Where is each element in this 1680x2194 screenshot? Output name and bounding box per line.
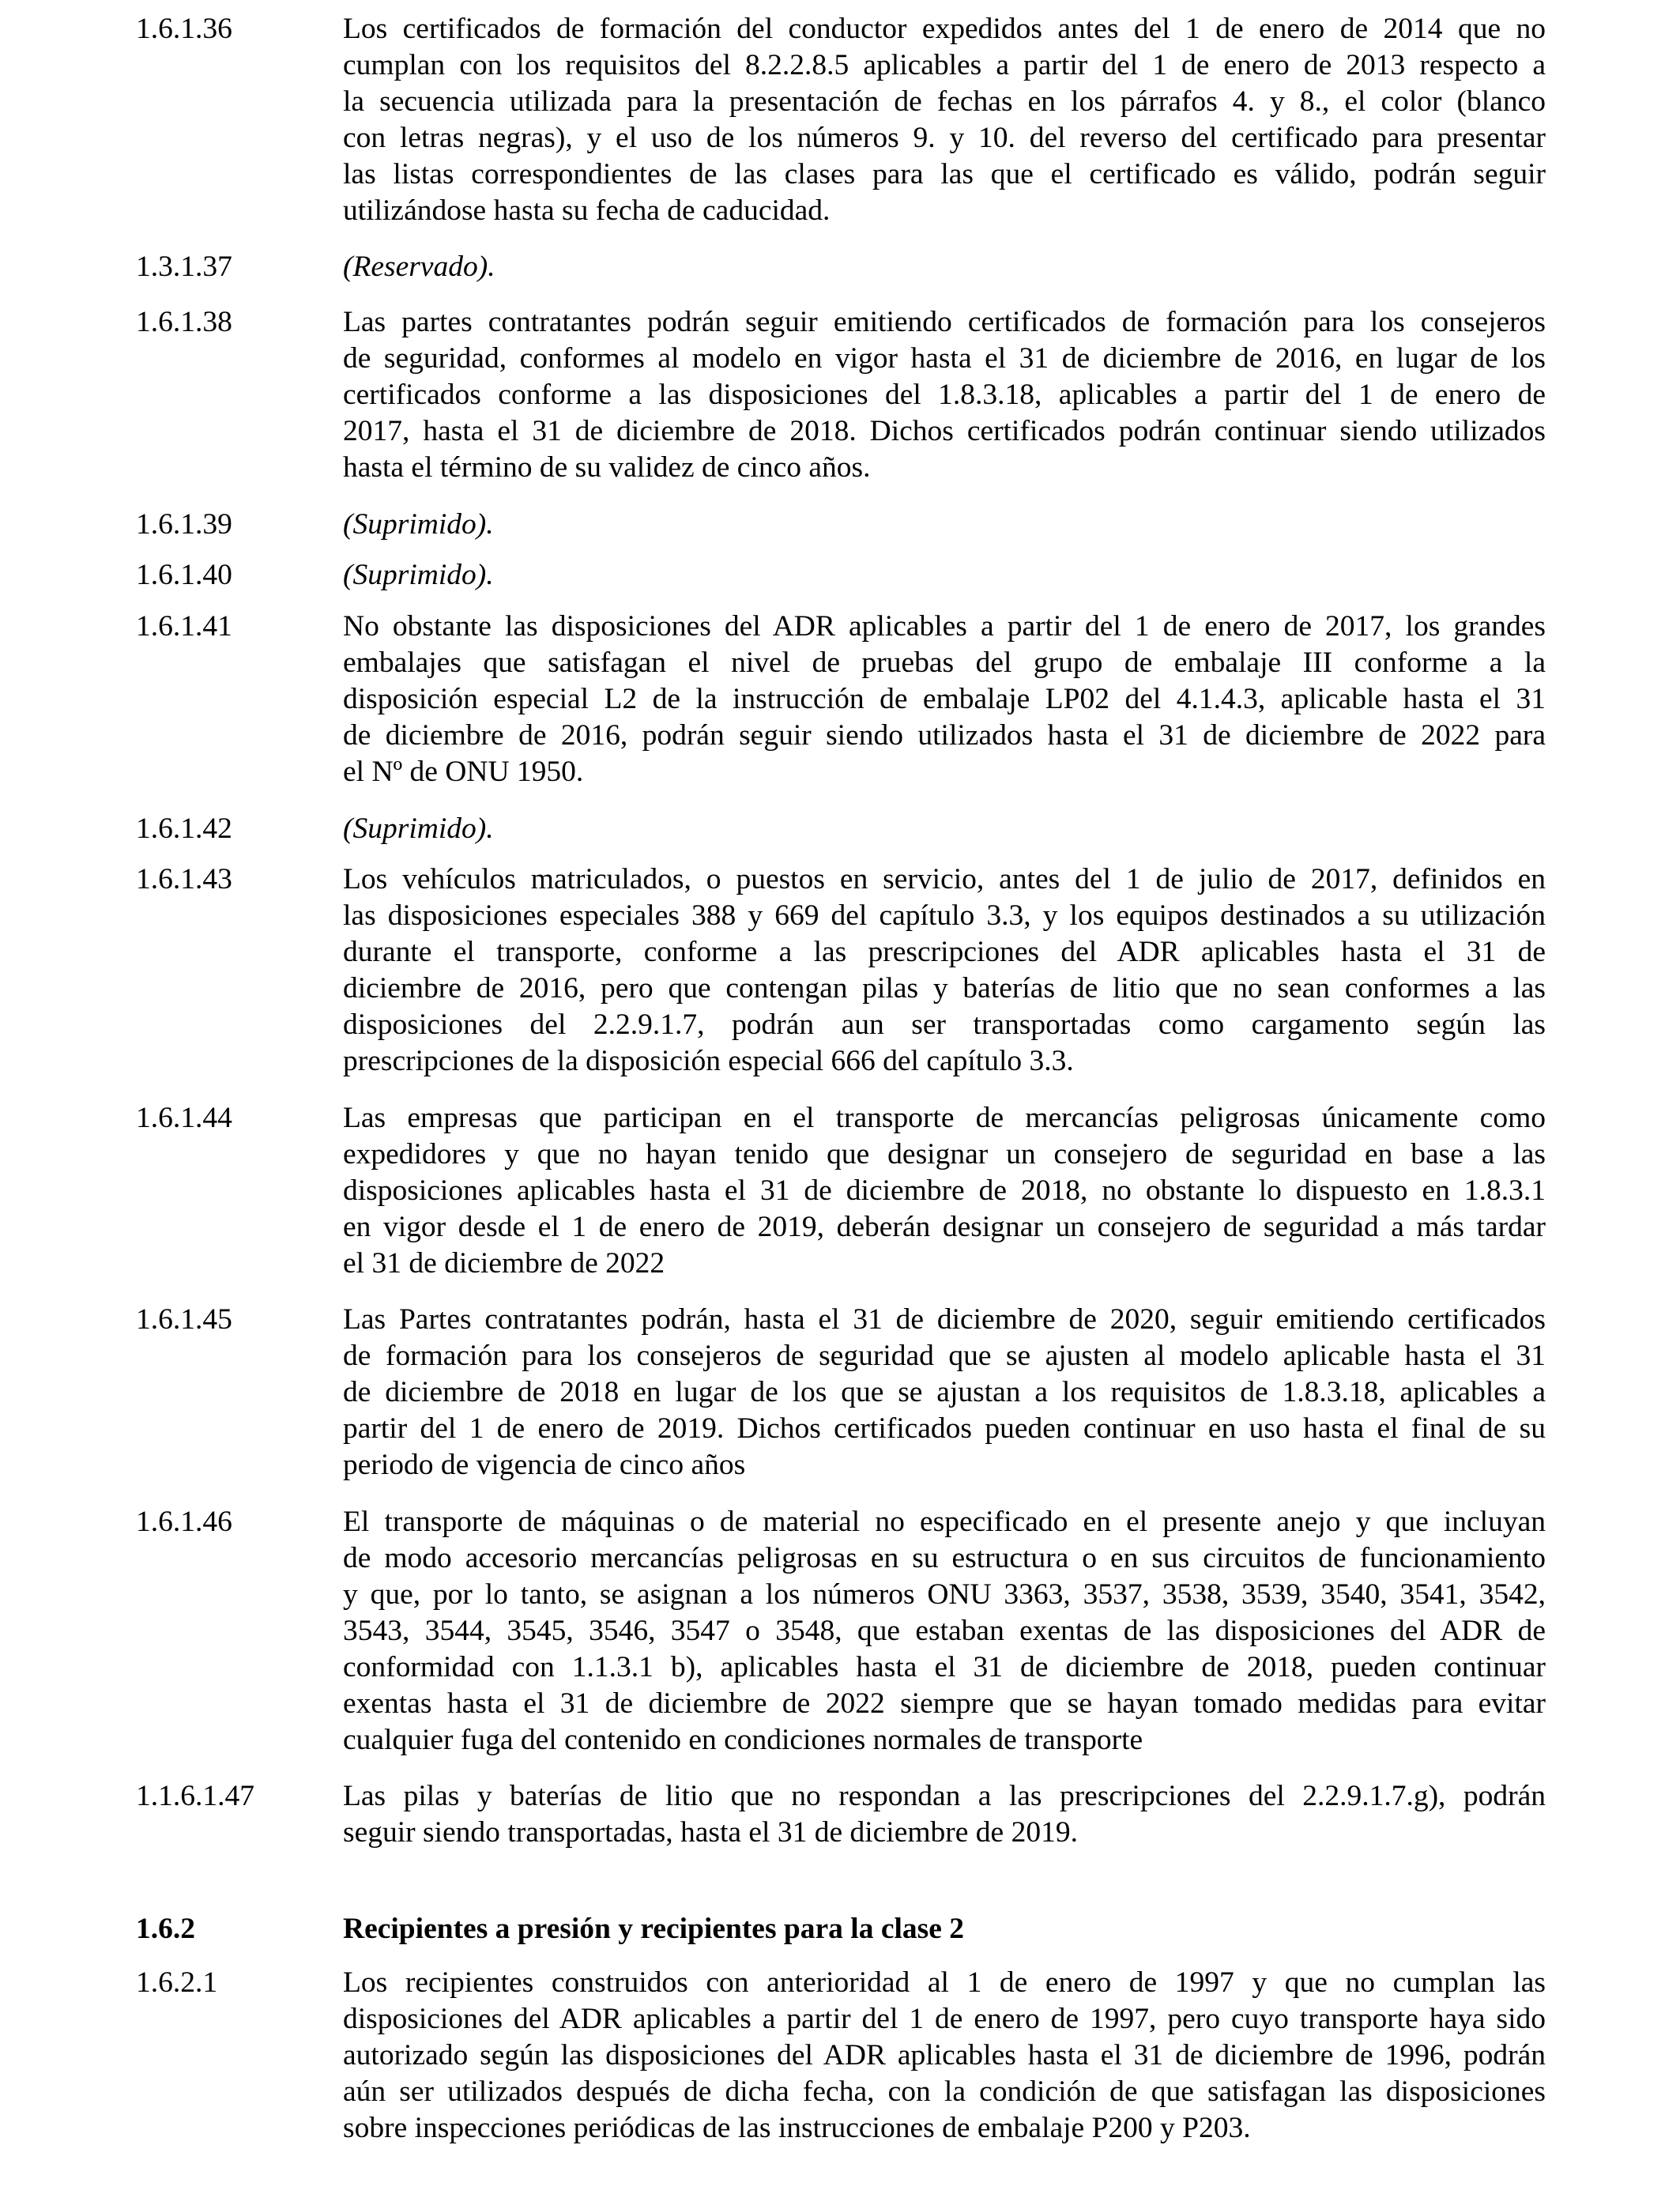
paragraph-number: 1.3.1.37 — [136, 251, 232, 283]
text-line: disposición especial L2 de la instrucción de embalaje LP02 del 4.1.4.3, aplicable hasta el 31 — [343, 683, 1546, 715]
paragraph-text — [343, 304, 1546, 486]
paragraph-number: 1.6.1.45 — [136, 1303, 232, 1336]
paragraph-number: 1.6.1.44 — [136, 1102, 232, 1134]
paragraph-text — [343, 1100, 1546, 1282]
paragraph-text — [343, 1504, 1546, 1759]
text-line: prescripciones de la disposición especial 666 del capítulo 3.3. — [343, 1045, 1074, 1077]
text-line: hasta el término de su validez de cinco años. — [343, 451, 871, 484]
paragraph-text — [343, 11, 1546, 229]
text-line: 3543, 3544, 3545, 3546, 3547 o 3548, que estaban exentas de las disposiciones del ADR de — [343, 1615, 1546, 1647]
paragraph-number: 1.1.6.1.47 — [136, 1780, 254, 1812]
text-line: Las empresas que participan en el transporte de mercancías peligrosas únicamente como — [343, 1102, 1546, 1134]
text-line: sobre inspecciones periódicas de las instrucciones de embalaje P200 y P203. — [343, 2112, 1251, 2144]
text-line: periodo de vigencia de cinco años — [343, 1449, 746, 1481]
text-line: disposiciones del 2.2.9.1.7, podrán aun ser transportadas como cargamento según las — [343, 1008, 1546, 1041]
paragraph-text — [343, 1965, 1546, 2147]
text-line: partir del 1 de enero de 2019. Dichos certificados pueden continuar en uso hasta el final de su — [343, 1412, 1546, 1445]
paragraph-number: 1.6.1.43 — [136, 863, 232, 895]
paragraph-number: 1.6.1.38 — [136, 306, 232, 338]
text-line: con letras negras), y el uso de los números 9. y 10. del reverso del certificado para presentar — [343, 122, 1546, 154]
paragraph-number: 1.6.1.36 — [136, 13, 232, 45]
section-title-wrap — [343, 1911, 1546, 1947]
text-line: y que, por lo tanto, se asignan a los números ONU 3363, 3537, 3538, 3539, 3540, 3541, 3542, — [343, 1578, 1546, 1611]
paragraph-number: 1.6.1.39 — [136, 508, 232, 541]
text-line: (Reservado). — [343, 251, 495, 283]
paragraph-number: 1.6.2.1 — [136, 1966, 218, 1999]
text-line: Las Partes contratantes podrán, hasta el 31 de diciembre de 2020, seguir emitiendo certificados — [343, 1303, 1546, 1336]
paragraph-text — [343, 1302, 1546, 1483]
text-line: durante el transporte, conforme a las prescripciones del ADR aplicables hasta el 31 de — [343, 936, 1546, 968]
text-line: el Nº de ONU 1950. — [343, 756, 584, 788]
text-line: de diciembre de 2018 en lugar de los que se ajustan a los requisitos de 1.8.3.18, aplicables a — [343, 1376, 1546, 1408]
text-line: Los vehículos matriculados, o puestos en servicio, antes del 1 de julio de 2017, definidos en — [343, 863, 1546, 895]
text-line: de modo accesorio mercancías peligrosas en su estructura o en sus circuitos de funcionamiento — [343, 1542, 1546, 1574]
paragraph-text — [343, 249, 1546, 285]
text-line: Las pilas y baterías de litio que no respondan a las prescripciones del 2.2.9.1.7.g), podrán — [343, 1780, 1546, 1812]
text-line: certificados conforme a las disposiciones del 1.8.3.18, aplicables a partir del 1 de enero de — [343, 379, 1546, 411]
text-line: expedidores y que no hayan tenido que designar un consejero de seguridad en base a las — [343, 1138, 1546, 1171]
text-line: seguir siendo transportadas, hasta el 31 de diciembre de 2019. — [343, 1816, 1078, 1849]
paragraph-text — [343, 609, 1546, 790]
paragraph-text — [343, 861, 1546, 1080]
text-line: disposiciones aplicables hasta el 31 de diciembre de 2018, no obstante lo dispuesto en 1.8.3.1 — [343, 1174, 1546, 1207]
text-line: 2017, hasta el 31 de diciembre de 2018. Dichos certificados podrán continuar siendo utilizados — [343, 415, 1546, 447]
text-line: No obstante las disposiciones del ADR aplicables a partir del 1 de enero de 2017, los grandes — [343, 610, 1546, 643]
text-line: en vigor desde el 1 de enero de 2019, deberán designar un consejero de seguridad a más tardar — [343, 1211, 1546, 1243]
text-line: aún ser utilizados después de dicha fecha, con la condición de que satisfagan las disposiciones — [343, 2075, 1546, 2108]
text-line: la secuencia utilizada para la presentación de fechas en los párrafos 4. y 8., el color (blanco — [343, 85, 1546, 118]
text-line: Las partes contratantes podrán seguir emitiendo certificados de formación para los consejeros — [343, 306, 1546, 338]
paragraph-number: 1.6.1.41 — [136, 610, 232, 643]
paragraph-text — [343, 507, 1546, 543]
text-line: el 31 de diciembre de 2022 — [343, 1247, 665, 1280]
section-title: Recipientes a presión y recipientes para la clase 2 — [343, 1913, 965, 1945]
text-line: (Suprimido). — [343, 508, 494, 541]
paragraph-number: 1.6.1.40 — [136, 559, 232, 591]
text-line: las listas correspondientes de las clases para las que el certificado es válido, podrán seguir — [343, 158, 1546, 190]
text-line: las disposiciones especiales 388 y 669 del capítulo 3.3, y los equipos destinados a su utilización — [343, 899, 1546, 932]
text-line: embalajes que satisfagan el nivel de pruebas del grupo de embalaje III conforme a la — [343, 647, 1546, 679]
text-line: cualquier fuga del contenido en condiciones normales de transporte — [343, 1724, 1143, 1756]
text-line: de diciembre de 2016, podrán seguir siendo utilizados hasta el 31 de diciembre de 2022 para — [343, 719, 1546, 752]
paragraph-number: 1.6.1.46 — [136, 1506, 232, 1538]
text-line: (Suprimido). — [343, 559, 494, 591]
text-line: El transporte de máquinas o de material no especificado en el presente anejo y que incluyan — [343, 1506, 1546, 1538]
text-line: diciembre de 2016, pero que contengan pilas y baterías de litio que no sean conformes a las — [343, 972, 1546, 1005]
section-number: 1.6.2 — [136, 1913, 195, 1945]
text-line: Los certificados de formación del conductor expedidos antes del 1 de enero de 2014 que no — [343, 13, 1546, 45]
text-line: Los recipientes construidos con anterioridad al 1 de enero de 1997 y que no cumplan las — [343, 1966, 1546, 1999]
paragraph-text — [343, 811, 1546, 847]
paragraph-text — [343, 1778, 1546, 1851]
text-line: autorizado según las disposiciones del ADR aplicables hasta el 31 de diciembre de 1996, podrán — [343, 2039, 1546, 2071]
text-line: conformidad con 1.1.3.1 b), aplicables hasta el 31 de diciembre de 2018, pueden continuar — [343, 1651, 1546, 1683]
text-line: utilizándose hasta su fecha de caducidad. — [343, 194, 831, 227]
paragraph-number: 1.6.1.42 — [136, 812, 232, 845]
text-line: de seguridad, conformes al modelo en vigor hasta el 31 de diciembre de 2016, en lugar de los — [343, 342, 1546, 375]
text-line: exentas hasta el 31 de diciembre de 2022 siempre que se hayan tomado medidas para evitar — [343, 1687, 1546, 1720]
text-line: disposiciones del ADR aplicables a partir del 1 de enero de 1997, pero cuyo transporte haya sido — [343, 2003, 1546, 2035]
text-line: (Suprimido). — [343, 812, 494, 845]
text-line: cumplan con los requisitos del 8.2.2.8.5 aplicables a partir del 1 de enero de 2013 respecto a — [343, 49, 1546, 81]
paragraph-text — [343, 557, 1546, 594]
text-line: de formación para los consejeros de seguridad que se ajusten al modelo aplicable hasta el 31 — [343, 1340, 1546, 1372]
